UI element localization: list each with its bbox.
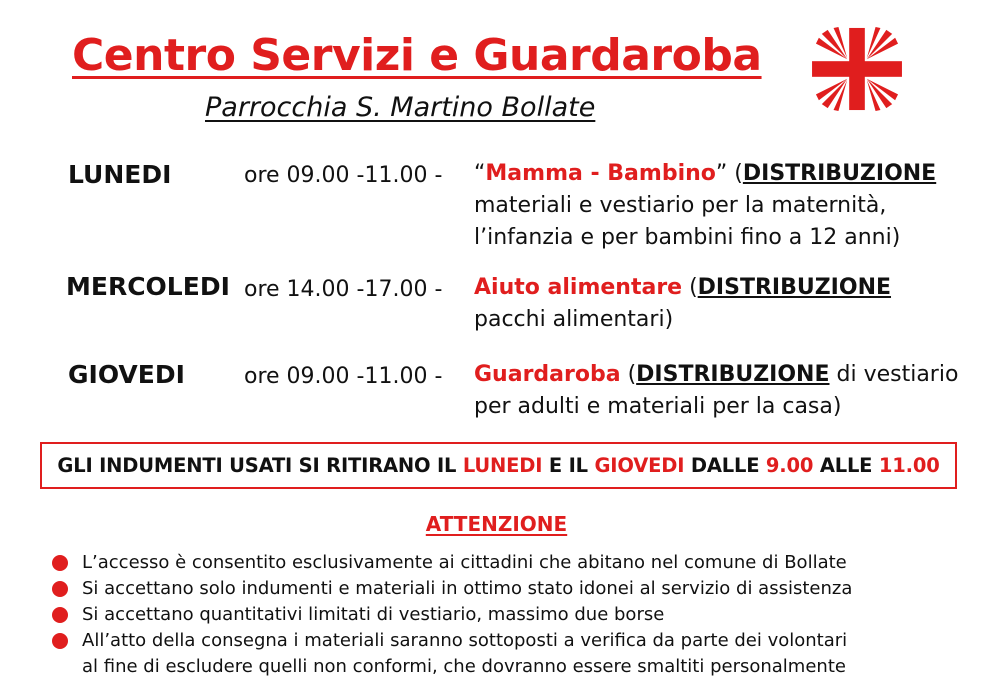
notice-part: GLI INDUMENTI USATI SI RITIRANO IL	[57, 454, 463, 477]
rule-text: Si accettano quantitativi limitati di vestiario, massimo due borse	[82, 604, 665, 625]
list-item	[52, 576, 952, 602]
notice-part: ALLE	[813, 454, 879, 477]
notice-day-monday: LUNEDI	[462, 454, 543, 477]
service-name: Guardaroba	[474, 362, 621, 387]
schedule-time-wednesday: ore 14.00 -17.00 -	[244, 277, 443, 302]
schedule-desc-line: per adulti e materiali per la casa)	[474, 394, 842, 419]
schedule-desc-line: l’infanzia e per bambini fino a 12 anni)	[474, 225, 901, 250]
notice-time-start: 9.00	[765, 454, 814, 477]
schedule-day-thursday: GIOVEDI	[68, 360, 185, 389]
open-paren: (	[682, 275, 698, 300]
notice-part: DALLE	[684, 454, 766, 477]
schedule-day-monday: LUNEDI	[68, 160, 172, 189]
caritas-cross-logo-icon	[808, 26, 906, 112]
schedule-desc-line	[474, 158, 936, 190]
schedule-desc-line	[474, 359, 958, 391]
notice-day-thursday: GIOVEDI	[594, 454, 685, 477]
schedule-desc-line: materiali e vestiario per la maternità,	[474, 193, 887, 218]
parish-subtitle: Parrocchia S. Martino Bollate	[205, 92, 596, 123]
schedule-desc-wednesday	[474, 272, 891, 336]
rule-text: Si accettano solo indumenti e materiali in ottimo stato idonei al servizio di assistenza	[82, 578, 853, 599]
service-name: Aiuto alimentare	[474, 275, 683, 300]
distribution-label: DISTRIBUZIONE	[697, 275, 892, 300]
rule-text: All’atto della consegna i materiali saranno sottoposti a verifica da parte dei volontari	[82, 630, 848, 651]
rule-text: L’accesso è consentito esclusivamente ai cittadini che abitano nel comune di Bollate	[82, 552, 847, 573]
open-quote: “	[474, 161, 486, 186]
attention-rules-list	[52, 550, 952, 680]
close-quote: ” (	[715, 161, 743, 186]
distribution-label: DISTRIBUZIONE	[742, 161, 937, 186]
schedule-desc-line: pacchi alimentari)	[474, 307, 674, 332]
schedule-desc-monday	[474, 158, 936, 254]
red-dot-bullet-icon	[52, 581, 68, 597]
schedule-day-wednesday: MERCOLEDI	[66, 272, 230, 301]
list-item	[52, 628, 952, 680]
schedule-desc-line	[474, 272, 891, 304]
service-name: Mamma - Bambino	[485, 161, 716, 186]
collection-notice-box	[40, 442, 957, 489]
page-title: Centro Servizi e Guardaroba	[72, 30, 762, 81]
notice-time-end: 11.00	[878, 454, 940, 477]
red-dot-bullet-icon	[52, 607, 68, 623]
schedule-desc-thursday	[474, 359, 958, 423]
notice-part: E IL	[542, 454, 595, 477]
rule-text-continued: al fine di escludere quelli non conformi, che dovranno essere smaltiti personalmente	[82, 656, 846, 677]
open-paren: (	[620, 362, 637, 387]
list-item	[52, 602, 952, 628]
attention-heading: ATTENZIONE	[425, 512, 568, 536]
list-item	[52, 550, 952, 576]
desc-tail: di vestiario	[829, 362, 959, 387]
schedule-time-monday: ore 09.00 -11.00 -	[244, 163, 443, 188]
red-dot-bullet-icon	[52, 633, 68, 649]
red-dot-bullet-icon	[52, 555, 68, 571]
schedule-time-thursday: ore 09.00 -11.00 -	[244, 364, 443, 389]
distribution-label: DISTRIBUZIONE	[636, 362, 830, 387]
notice-text	[57, 454, 939, 477]
